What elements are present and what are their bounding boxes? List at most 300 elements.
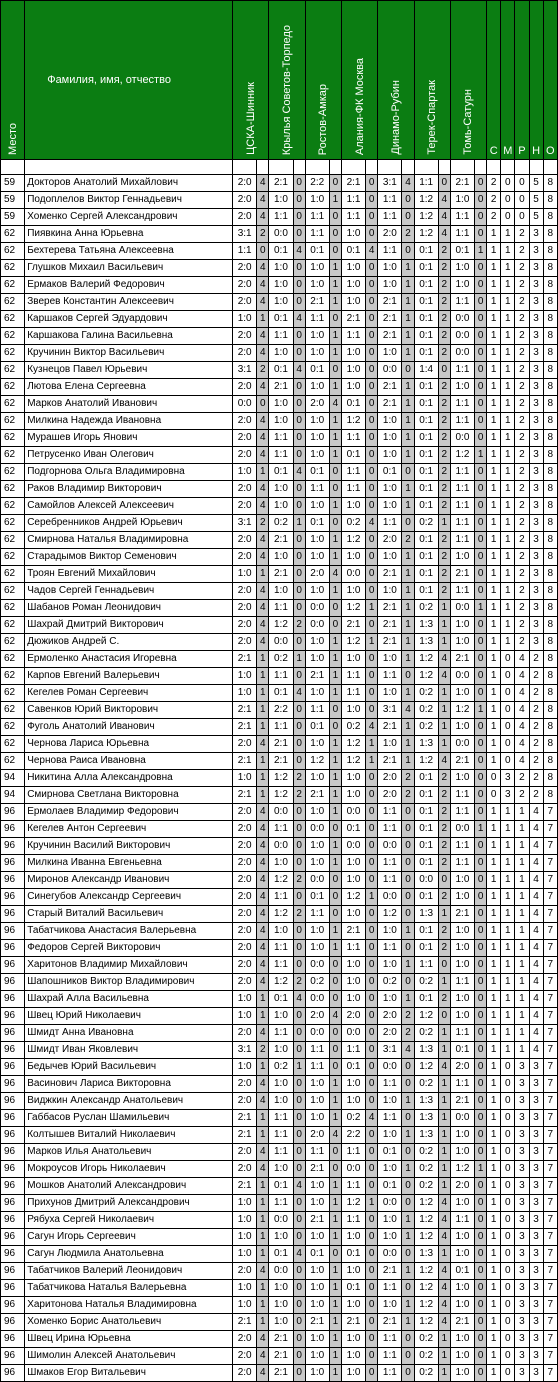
- place-cell: 62: [1, 260, 25, 277]
- table-row: [1, 345, 558, 362]
- name-cell: Пиявкина Анна Юрьевна: [25, 226, 233, 243]
- points-cell: 0: [475, 668, 487, 685]
- points-cell: 2: [438, 294, 450, 311]
- points-cell: 1: [366, 1195, 378, 1212]
- stat-cell: 3: [529, 1246, 543, 1263]
- prediction-cell: 2:0: [233, 1076, 257, 1093]
- place-cell: 96: [1, 821, 25, 838]
- points-cell: 1: [257, 753, 269, 770]
- stat-cell: 3: [529, 532, 543, 549]
- table-row: [1, 736, 558, 753]
- prediction-cell: 0:1: [414, 430, 438, 447]
- stat-cell: 3: [529, 1127, 543, 1144]
- points-cell: 1: [366, 634, 378, 651]
- stat-cell: 7: [543, 1365, 557, 1382]
- points-cell: 2: [438, 464, 450, 481]
- table-row: [1, 396, 558, 413]
- prediction-cell: 2:0: [233, 175, 257, 192]
- stat-cell: 1: [501, 447, 515, 464]
- stat-cell: 1: [487, 1297, 501, 1314]
- points-cell: 2: [438, 328, 450, 345]
- name-cell: Милкина Иванна Евгеньевна: [25, 855, 233, 872]
- prediction-cell: 2:1: [378, 396, 402, 413]
- prediction-cell: 1:1: [450, 583, 474, 600]
- prediction-cell: 1:0: [233, 464, 257, 481]
- prediction-cell: 1:0: [233, 1280, 257, 1297]
- points-cell: 0: [293, 1263, 305, 1280]
- stat-cell: 3: [501, 770, 515, 787]
- points-cell: 2: [438, 396, 450, 413]
- prediction-cell: 0:1: [414, 260, 438, 277]
- name-cell: Габбасов Руслан Шамильевич: [25, 1110, 233, 1127]
- prediction-cell: 1:1: [269, 447, 293, 464]
- prediction-cell: 0:1: [305, 515, 329, 532]
- prediction-cell: 0:2: [414, 515, 438, 532]
- points-cell: 0: [402, 855, 414, 872]
- points-cell: 4: [438, 1212, 450, 1229]
- stat-cell: 4: [529, 940, 543, 957]
- prediction-cell: 0:0: [450, 600, 474, 617]
- points-cell: 0: [475, 1297, 487, 1314]
- table-row: [1, 549, 558, 566]
- stat-cell: 8: [543, 719, 557, 736]
- stat-cell: 2: [515, 549, 529, 566]
- stat-cell: 3: [529, 566, 543, 583]
- prediction-cell: 0:0: [341, 566, 365, 583]
- stat-cell: 2: [515, 413, 529, 430]
- prediction-cell: 1:1: [378, 192, 402, 209]
- prediction-cell: 2:1: [233, 702, 257, 719]
- stat-cell: 0: [501, 1059, 515, 1076]
- prediction-cell: 1:0: [233, 1212, 257, 1229]
- stat-cell: 8: [543, 736, 557, 753]
- stat-cell: 1: [501, 634, 515, 651]
- prediction-cell: 1:1: [269, 1110, 293, 1127]
- points-cell: 2: [438, 243, 450, 260]
- stat-cell: 2: [515, 379, 529, 396]
- stat-cell: 1: [487, 923, 501, 940]
- stat-cell: 1: [487, 1195, 501, 1212]
- stat-cell: 2: [515, 260, 529, 277]
- prediction-cell: 0:1: [414, 923, 438, 940]
- stat-cell: 3: [529, 498, 543, 515]
- points-cell: 0: [402, 1365, 414, 1382]
- prediction-cell: 1:1: [414, 957, 438, 974]
- stat-cell: 1: [501, 600, 515, 617]
- stat-header-label: М: [503, 145, 513, 157]
- name-cell: Шахрай Дмитрий Викторович: [25, 617, 233, 634]
- points-cell: 0: [329, 515, 341, 532]
- points-cell: 0: [402, 464, 414, 481]
- place-cell: 62: [1, 345, 25, 362]
- stat-cell: 0: [501, 702, 515, 719]
- prediction-cell: 2:0: [233, 260, 257, 277]
- prediction-cell: 2:0: [233, 277, 257, 294]
- points-cell: 1: [329, 1229, 341, 1246]
- prediction-cell: 0:0: [305, 991, 329, 1008]
- stat-cell: 4: [529, 855, 543, 872]
- prediction-cell: 1:0: [450, 1246, 474, 1263]
- points-cell: 4: [257, 889, 269, 906]
- name-cell: Лютова Елена Сергеевна: [25, 379, 233, 396]
- points-cell: 2: [438, 379, 450, 396]
- prediction-cell: 1:0: [269, 1042, 293, 1059]
- prediction-cell: 1:0: [305, 923, 329, 940]
- prediction-cell: 1:0: [341, 1331, 365, 1348]
- prediction-cell: 1:0: [269, 1280, 293, 1297]
- stat-cell: 4: [515, 651, 529, 668]
- points-cell: 1: [257, 719, 269, 736]
- points-cell: 0: [475, 311, 487, 328]
- prediction-cell: 1:3: [414, 1110, 438, 1127]
- prediction-cell: 1:0: [305, 430, 329, 447]
- points-cell: 1: [329, 940, 341, 957]
- prediction-cell: 0:2: [414, 1331, 438, 1348]
- stat-cell: 1: [515, 957, 529, 974]
- points-cell: 0: [366, 430, 378, 447]
- points-cell: 0: [475, 1348, 487, 1365]
- points-cell: 1: [257, 651, 269, 668]
- table-row: [1, 192, 558, 209]
- prediction-cell: 1:2: [414, 651, 438, 668]
- prediction-cell: 2:1: [305, 668, 329, 685]
- name-cell: Шмидт Иван Яковлевич: [25, 1042, 233, 1059]
- stat-cell: 1: [487, 277, 501, 294]
- points-cell: 0: [293, 1212, 305, 1229]
- points-cell: 0: [293, 1314, 305, 1331]
- prediction-cell: 3:1: [378, 702, 402, 719]
- prediction-cell: 0:1: [341, 821, 365, 838]
- prediction-cell: 1:1: [341, 481, 365, 498]
- name-cell: Мошков Анатолий Александрович: [25, 1178, 233, 1195]
- prediction-cell: 0:1: [341, 243, 365, 260]
- stat-cell: 4: [529, 872, 543, 889]
- place-cell: 96: [1, 923, 25, 940]
- prediction-cell: 0:0: [305, 872, 329, 889]
- prediction-cell: 2:1: [269, 1331, 293, 1348]
- match-result-3: 0:2: [341, 160, 365, 175]
- points-cell: 1: [257, 991, 269, 1008]
- points-cell: 4: [366, 719, 378, 736]
- prediction-cell: 2:1: [450, 651, 474, 668]
- stat-cell: 2: [515, 498, 529, 515]
- stat-cell: 4: [529, 906, 543, 923]
- prediction-cell: 0:1: [269, 362, 293, 379]
- prediction-cell: 1:0: [305, 498, 329, 515]
- stat-cell: 8: [543, 515, 557, 532]
- prediction-cell: 0:1: [414, 821, 438, 838]
- prediction-cell: 1:0: [233, 685, 257, 702]
- stat-cell: 1: [487, 889, 501, 906]
- table-row: [1, 175, 558, 192]
- prediction-cell: 1:0: [341, 1297, 365, 1314]
- stat-cell: 0: [501, 1161, 515, 1178]
- points-cell: 1: [329, 651, 341, 668]
- table-row: [1, 294, 558, 311]
- prediction-cell: 1:0: [233, 1246, 257, 1263]
- prediction-cell: 2:1: [341, 923, 365, 940]
- points-cell: 1: [329, 532, 341, 549]
- prediction-cell: 1:0: [269, 923, 293, 940]
- place-cell: 96: [1, 872, 25, 889]
- points-cell: 0: [402, 889, 414, 906]
- stat-cell: 8: [543, 668, 557, 685]
- match-header-label: Крылья Советов-Торпедо: [281, 24, 293, 155]
- prediction-cell: 2:1: [378, 634, 402, 651]
- prediction-cell: 0:1: [269, 685, 293, 702]
- points-cell: 0: [366, 651, 378, 668]
- prediction-cell: 1:1: [450, 362, 474, 379]
- match-result-spacer: [293, 160, 305, 175]
- name-cell: Кегелев Роман Сергеевич: [25, 685, 233, 702]
- prediction-cell: 1:0: [269, 1161, 293, 1178]
- prediction-cell: 1:2: [414, 1059, 438, 1076]
- prediction-cell: 1:0: [341, 549, 365, 566]
- prediction-cell: 1:1: [305, 311, 329, 328]
- prediction-cell: 1:1: [305, 702, 329, 719]
- prediction-cell: 0:1: [341, 1280, 365, 1297]
- stat-cell: 3: [529, 379, 543, 396]
- points-cell: 0: [329, 1144, 341, 1161]
- prediction-cell: 1:0: [269, 583, 293, 600]
- table-row: [1, 209, 558, 226]
- stat-cell: 1: [487, 821, 501, 838]
- prediction-cell: 1:1: [378, 1348, 402, 1365]
- points-cell: 1: [257, 702, 269, 719]
- prediction-cell: 0:1: [269, 1246, 293, 1263]
- stat-cell: 2: [515, 277, 529, 294]
- stat-cell: 3: [515, 1229, 529, 1246]
- points-cell: 0: [402, 872, 414, 889]
- points-cell: 0: [366, 940, 378, 957]
- prediction-cell: 1:0: [378, 583, 402, 600]
- stat-cell: 8: [543, 753, 557, 770]
- match-result-0: 2:0: [233, 160, 257, 175]
- prediction-cell: 0:2: [414, 1025, 438, 1042]
- stat-cell: 8: [543, 600, 557, 617]
- points-cell: 1: [329, 328, 341, 345]
- points-cell: 0: [366, 1127, 378, 1144]
- points-cell: 0: [475, 345, 487, 362]
- stat-cell: 3: [515, 1144, 529, 1161]
- prediction-cell: 1:0: [305, 1229, 329, 1246]
- prediction-cell: 1:0: [450, 1365, 474, 1382]
- points-cell: 4: [366, 515, 378, 532]
- stat-cell: 3: [529, 1263, 543, 1280]
- points-cell: 0: [366, 1297, 378, 1314]
- prediction-cell: 2:0: [233, 209, 257, 226]
- match-result-5: 1:2: [414, 160, 438, 175]
- stat-cell: 2: [515, 464, 529, 481]
- points-cell: 0: [329, 226, 341, 243]
- points-cell: 1: [402, 957, 414, 974]
- stat-cell: 3: [529, 515, 543, 532]
- points-cell: 0: [366, 1076, 378, 1093]
- points-cell: 0: [366, 770, 378, 787]
- points-cell: 1: [438, 1348, 450, 1365]
- stat-cell: 3: [529, 617, 543, 634]
- points-cell: 1: [257, 1008, 269, 1025]
- prediction-cell: 1:2: [414, 209, 438, 226]
- points-cell: 1: [438, 974, 450, 991]
- prediction-cell: 1:1: [269, 889, 293, 906]
- place-cell: 96: [1, 1365, 25, 1382]
- stat-cell: 8: [543, 430, 557, 447]
- stat-cell: 1: [487, 1110, 501, 1127]
- prediction-cell: 0:0: [341, 838, 365, 855]
- stat-cell: 1: [487, 1093, 501, 1110]
- stat-cell: 4: [529, 957, 543, 974]
- prediction-cell: 2:0: [233, 413, 257, 430]
- prediction-cell: 0:1: [414, 566, 438, 583]
- points-cell: 1: [366, 600, 378, 617]
- points-cell: 4: [402, 702, 414, 719]
- prediction-cell: 1:0: [305, 634, 329, 651]
- match-header-0: [233, 1, 269, 160]
- points-cell: 0: [329, 906, 341, 923]
- prediction-cell: 1:0: [269, 277, 293, 294]
- prediction-cell: 2:1: [378, 294, 402, 311]
- points-cell: 2: [438, 549, 450, 566]
- stat-cell: 1: [501, 957, 515, 974]
- place-cell: 94: [1, 770, 25, 787]
- table-row: [1, 328, 558, 345]
- prediction-cell: 2:0: [378, 226, 402, 243]
- prediction-cell: 0:0: [378, 1059, 402, 1076]
- stat-cell: 2: [487, 209, 501, 226]
- match-header-label: Терек-Спартак: [426, 80, 439, 155]
- prediction-cell: 0:1: [269, 464, 293, 481]
- place-cell: 62: [1, 362, 25, 379]
- points-cell: 0: [366, 192, 378, 209]
- points-cell: 1: [402, 447, 414, 464]
- match-result-6: 0:3: [450, 160, 474, 175]
- name-cell: Шапошников Виктор Владимирович: [25, 974, 233, 991]
- points-cell: 0: [329, 209, 341, 226]
- points-cell: 0: [293, 736, 305, 753]
- name-cell: Колтышев Виталий Николаевич: [25, 1127, 233, 1144]
- prediction-cell: 1:0: [269, 1229, 293, 1246]
- stat-cell: 3: [529, 311, 543, 328]
- stat-cell: 3: [529, 464, 543, 481]
- points-cell: 4: [257, 940, 269, 957]
- stat-cell: 3: [529, 1093, 543, 1110]
- name-cell: Хоменко Сергей Александрович: [25, 209, 233, 226]
- prediction-cell: 0:1: [414, 345, 438, 362]
- prediction-cell: 1:1: [305, 906, 329, 923]
- points-cell: 2: [438, 770, 450, 787]
- prediction-cell: 1:0: [305, 685, 329, 702]
- points-cell: 0: [475, 753, 487, 770]
- prediction-cell: 1:1: [450, 481, 474, 498]
- prediction-cell: 2:0: [233, 481, 257, 498]
- stat-cell: 4: [529, 1042, 543, 1059]
- stat-cell: 2: [515, 770, 529, 787]
- points-cell: 1: [402, 1127, 414, 1144]
- prediction-cell: 1:0: [450, 872, 474, 889]
- stat-cell: 1: [487, 430, 501, 447]
- table-row: [1, 702, 558, 719]
- stat-cell: 4: [515, 702, 529, 719]
- match-result-4: 3:1: [378, 160, 402, 175]
- name-cell: Раков Владимир Викторович: [25, 481, 233, 498]
- results-row: [1, 160, 558, 175]
- place-cell: 96: [1, 1025, 25, 1042]
- name-cell: Шахрай Алла Васильевна: [25, 991, 233, 1008]
- points-cell: 0: [366, 1042, 378, 1059]
- name-cell: Виджкин Александр Анатольевич: [25, 1093, 233, 1110]
- prediction-cell: 1:0: [378, 923, 402, 940]
- points-cell: 4: [257, 1093, 269, 1110]
- prediction-cell: 2:1: [269, 379, 293, 396]
- points-cell: 4: [257, 1076, 269, 1093]
- place-cell: 62: [1, 464, 25, 481]
- prediction-cell: 1:0: [450, 192, 474, 209]
- points-cell: 1: [438, 634, 450, 651]
- stat-cell: 3: [529, 413, 543, 430]
- stat-cell: 3: [515, 1195, 529, 1212]
- prediction-cell: 1:1: [378, 855, 402, 872]
- points-cell: 2: [402, 770, 414, 787]
- prediction-cell: 1:1: [378, 872, 402, 889]
- place-cell: 96: [1, 1348, 25, 1365]
- stat-cell: 1: [501, 379, 515, 396]
- stat-cell: 1: [501, 838, 515, 855]
- stat-cell: 8: [543, 396, 557, 413]
- stat-cell: 7: [543, 1008, 557, 1025]
- prediction-cell: 0:0: [378, 889, 402, 906]
- points-cell: 2: [438, 821, 450, 838]
- points-cell: 0: [475, 906, 487, 923]
- prediction-cell: 1:1: [450, 1076, 474, 1093]
- stat-cell: 1: [487, 515, 501, 532]
- stat-cell: 0: [501, 1110, 515, 1127]
- place-cell: 62: [1, 447, 25, 464]
- stat-cell: 3: [529, 1280, 543, 1297]
- points-cell: 4: [257, 498, 269, 515]
- match-header-label: Томь-Сатурн: [462, 89, 475, 155]
- points-cell: 1: [438, 702, 450, 719]
- stat-cell: 1: [515, 804, 529, 821]
- points-cell: 0: [475, 294, 487, 311]
- points-cell: 2: [293, 770, 305, 787]
- points-cell: 0: [366, 1144, 378, 1161]
- points-cell: 0: [293, 753, 305, 770]
- place-cell: 96: [1, 1178, 25, 1195]
- points-cell: 0: [293, 430, 305, 447]
- prediction-cell: 0:1: [305, 464, 329, 481]
- points-cell: 0: [293, 600, 305, 617]
- prediction-cell: 2:1: [378, 1263, 402, 1280]
- prediction-cell: 2:1: [233, 1314, 257, 1331]
- prediction-cell: 0:0: [269, 634, 293, 651]
- prediction-cell: 1:0: [305, 1331, 329, 1348]
- points-cell: 1: [402, 600, 414, 617]
- prediction-cell: 1:0: [450, 277, 474, 294]
- stat-cell: 7: [543, 1263, 557, 1280]
- table-row: [1, 226, 558, 243]
- points-cell: 0: [366, 923, 378, 940]
- name-cell: Мурашев Игорь Янович: [25, 430, 233, 447]
- stat-cell: 2: [515, 226, 529, 243]
- prediction-cell: 0:1: [414, 838, 438, 855]
- place-cell: 62: [1, 685, 25, 702]
- prediction-cell: 1:1: [341, 430, 365, 447]
- table-row: [1, 1093, 558, 1110]
- place-cell: 96: [1, 1212, 25, 1229]
- points-cell: 2: [438, 787, 450, 804]
- prediction-cell: 2:0: [233, 923, 257, 940]
